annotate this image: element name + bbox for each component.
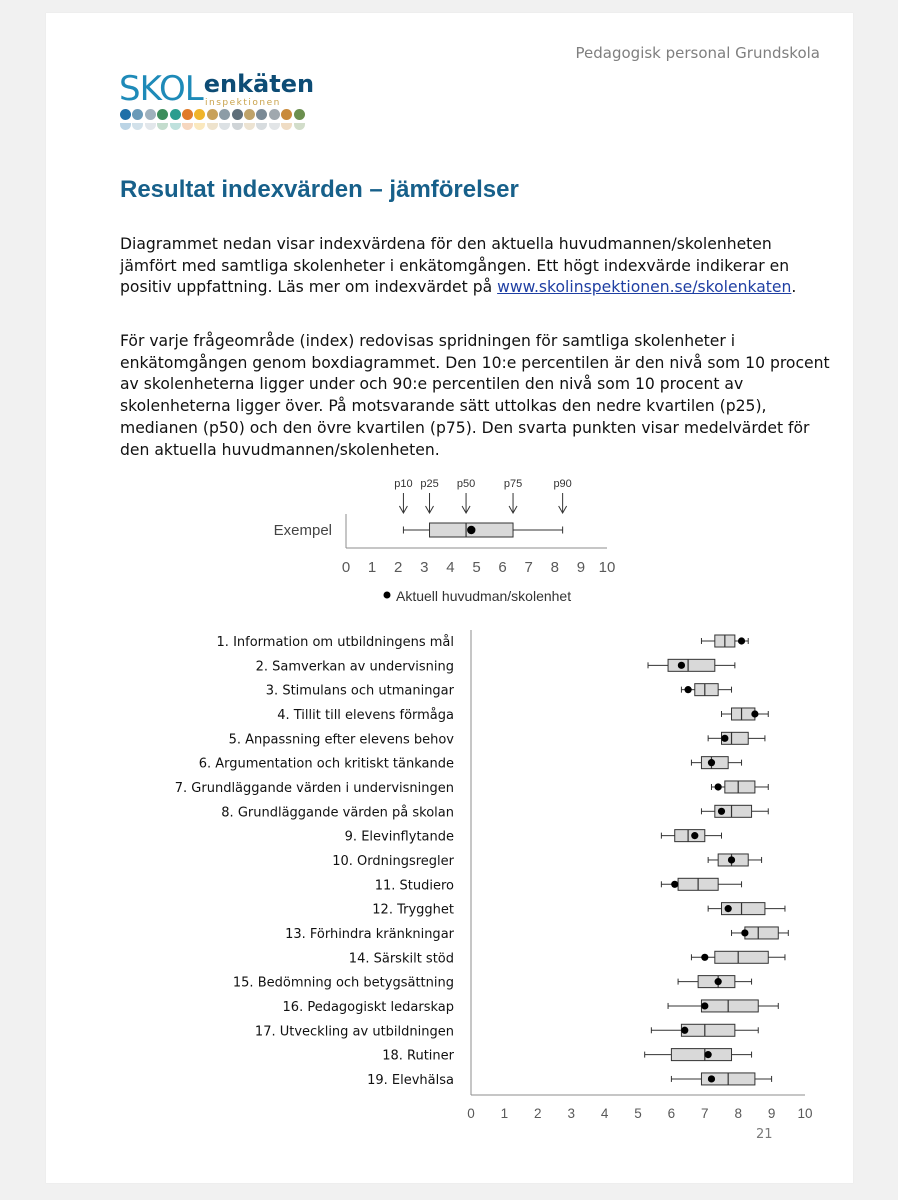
iqr-box bbox=[745, 927, 778, 939]
index-category-label: 13. Förhindra kränkningar bbox=[285, 926, 454, 942]
iqr-box bbox=[695, 684, 718, 696]
index-category-label: 15. Bedömning och betygsättning bbox=[232, 975, 454, 991]
index-box bbox=[678, 976, 751, 988]
intro-line-end: . bbox=[791, 278, 797, 297]
skolinspektionen-link[interactable]: www.skolinspektionen.se/skolenkaten bbox=[497, 278, 792, 297]
index-category-label: 6. Argumentation och kritiskt tänkande bbox=[198, 756, 454, 772]
index-box bbox=[708, 854, 761, 866]
index-category-label: 2. Samverkan av undervisning bbox=[255, 659, 454, 675]
index-box bbox=[668, 1000, 778, 1012]
index-box bbox=[691, 757, 741, 769]
index-category-label: 19. Elevhälsa bbox=[367, 1072, 454, 1088]
mean-dot bbox=[715, 783, 722, 790]
intro-line: För varje frågeområde (index) redovisas spridningen för samtliga skolenheter i bbox=[120, 332, 736, 350]
mean-dot bbox=[708, 759, 715, 766]
intro-line: den aktuella huvudmannen/skolenheten. bbox=[120, 440, 440, 459]
main-x-tick-label: 3 bbox=[567, 1106, 575, 1121]
mean-dot bbox=[718, 808, 725, 815]
main-x-tick-label: 0 bbox=[467, 1106, 475, 1121]
index-category-label: 18. Rutiner bbox=[382, 1048, 454, 1064]
example-x-tick-label: 4 bbox=[446, 559, 455, 576]
main-x-tick-label: 7 bbox=[701, 1106, 709, 1121]
index-box bbox=[701, 805, 768, 817]
intro-line: enkätomgången genom boxdiagrammet. Den 10:e percentilen är den nivå som 10 procent bbox=[120, 353, 830, 372]
example-x-tick-label: 2 bbox=[394, 559, 403, 576]
example-x-tick-label: 7 bbox=[524, 559, 533, 576]
mean-dot bbox=[701, 954, 708, 961]
mean-dot bbox=[721, 735, 728, 742]
example-x-tick-label: 5 bbox=[472, 559, 481, 576]
index-category-label: 3. Stimulans och utmaningar bbox=[265, 683, 454, 699]
mean-dot bbox=[741, 929, 748, 936]
example-x-tick-label: 9 bbox=[576, 559, 586, 576]
index-box bbox=[732, 927, 789, 939]
index-category-label: 4. Tillit till elevens förmåga bbox=[277, 707, 454, 723]
mean-dot bbox=[708, 1075, 715, 1082]
index-category-label: 8. Grundläggande värden på skolan bbox=[221, 805, 454, 821]
main-x-tick-label: 8 bbox=[734, 1106, 742, 1121]
example-x-tick-label: 3 bbox=[420, 559, 429, 576]
page-number: 21 bbox=[756, 1127, 773, 1142]
index-box bbox=[645, 1049, 752, 1061]
example-x-tick-label: 0 bbox=[341, 559, 351, 576]
intro-line: medianen (p50) och den övre kvartilen (p75). Den svarta punkten visar medelvärdet för bbox=[120, 418, 810, 437]
index-box bbox=[722, 708, 769, 720]
index-box bbox=[708, 903, 785, 915]
document-header: Pedagogisk personal Grundskola bbox=[575, 44, 820, 62]
example-x-tick-label: 6 bbox=[498, 559, 507, 576]
percentile-label-p25: p25 bbox=[420, 478, 439, 490]
index-category-label: 17. Utveckling av utbildningen bbox=[254, 1024, 454, 1040]
logo-enkaten-text: enkäten bbox=[203, 70, 315, 98]
main-x-tick-label: 2 bbox=[534, 1106, 542, 1121]
main-x-tick-label: 10 bbox=[797, 1106, 813, 1121]
mean-dot bbox=[705, 1051, 712, 1058]
example-x-tick-label: 1 bbox=[367, 559, 377, 576]
mean-dot bbox=[738, 637, 745, 644]
index-box bbox=[648, 659, 735, 671]
mean-dot bbox=[701, 1002, 708, 1009]
index-box bbox=[661, 878, 741, 890]
example-x-tick-label: 8 bbox=[550, 559, 559, 576]
main-x-tick-label: 4 bbox=[600, 1106, 609, 1121]
index-boxplot-chart bbox=[0, 620, 898, 1150]
index-box bbox=[671, 1073, 771, 1085]
percentile-label-p90: p90 bbox=[553, 478, 572, 490]
iqr-box bbox=[701, 1000, 758, 1012]
percentile-label-p50: p50 bbox=[456, 478, 476, 490]
iqr-box bbox=[725, 781, 755, 793]
percentile-label-p75: p75 bbox=[503, 478, 523, 490]
iqr-box bbox=[715, 951, 768, 963]
index-box bbox=[661, 830, 721, 842]
index-category-label: 5. Anpassning efter elevens behov bbox=[228, 732, 454, 748]
legend-label: Aktuell huvudman/skolenhet bbox=[396, 588, 572, 604]
index-category-label: 12. Trygghet bbox=[372, 902, 454, 918]
index-category-label: 14. Särskilt stöd bbox=[348, 951, 454, 967]
index-box bbox=[691, 951, 785, 963]
mean-dot bbox=[685, 686, 692, 693]
mean-dot bbox=[715, 978, 722, 985]
index-box bbox=[711, 781, 768, 793]
iqr-box bbox=[671, 1049, 731, 1061]
page-title: Resultat indexvärden – jämförelser bbox=[120, 176, 519, 203]
index-box bbox=[708, 732, 765, 744]
iqr-box bbox=[675, 830, 705, 842]
main-x-tick-label: 1 bbox=[500, 1106, 509, 1121]
intro-line: av skolenheterna ligger under och 90:e percentilen den nivå som 10 procent av bbox=[120, 375, 744, 394]
mean-dot bbox=[678, 662, 685, 669]
main-x-tick-label: 6 bbox=[667, 1106, 676, 1121]
main-x-tick-label: 9 bbox=[767, 1106, 776, 1121]
intro-line: skolenheterna ligger över. På motsvarande sätt uttolkas den nedre kvartilen (p25), bbox=[120, 397, 767, 416]
iqr-box bbox=[681, 1024, 734, 1036]
index-category-label: 9. Elevinflytande bbox=[344, 829, 454, 845]
index-box bbox=[701, 635, 748, 647]
intro-line-text: positiv uppfattning. Läs mer om indexvärdet på bbox=[120, 278, 498, 297]
logo-skol-text: SKOL bbox=[119, 69, 203, 109]
index-box bbox=[681, 684, 731, 696]
logo-subtitle: inspektionen bbox=[205, 98, 281, 108]
index-box bbox=[651, 1024, 758, 1036]
index-category-label: 11. Studiero bbox=[374, 878, 454, 894]
main-x-tick-label: 5 bbox=[634, 1106, 642, 1121]
mean-dot bbox=[691, 832, 698, 839]
index-category-label: 7. Grundläggande värden i undervisningen bbox=[174, 780, 454, 796]
mean-dot bbox=[728, 856, 735, 863]
index-category-label: 10. Ordningsregler bbox=[332, 853, 454, 869]
example-box bbox=[403, 523, 562, 537]
example-x-tick-label: 10 bbox=[598, 559, 616, 576]
index-category-label: 16. Pedagogiskt ledarskap bbox=[282, 999, 454, 1015]
intro-line: jämfört med samtliga skolenheter i enkätomgången. Ett högt indexvärde indikerar en bbox=[120, 256, 790, 275]
percentile-label-p10: p10 bbox=[394, 478, 413, 490]
mean-dot bbox=[681, 1027, 688, 1034]
example-category-label: Exempel bbox=[273, 522, 332, 539]
intro-line: Diagrammet nedan visar indexvärdena för den aktuella huvudmannen/skolenheten bbox=[120, 235, 772, 253]
legend-dot bbox=[384, 592, 391, 599]
mean-dot bbox=[751, 710, 758, 717]
mean-dot bbox=[725, 905, 732, 912]
mean-dot bbox=[671, 881, 678, 888]
iqr-box bbox=[668, 659, 715, 671]
mean-dot bbox=[467, 526, 475, 534]
index-category-label: 1. Information om utbildningens mål bbox=[216, 635, 454, 650]
